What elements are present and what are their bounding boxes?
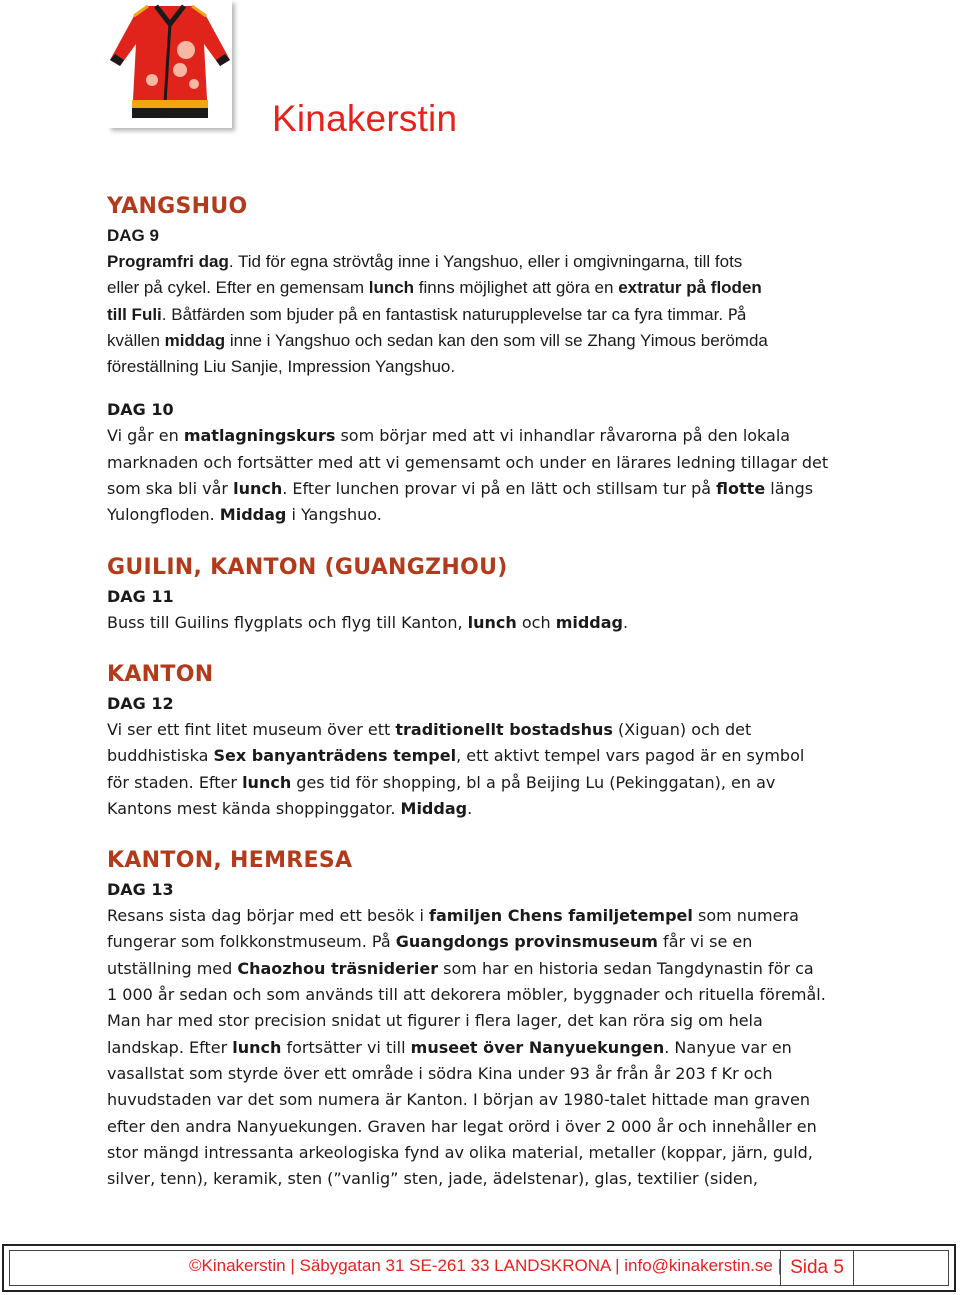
text-line: huvudstaden var det som numera är Kanton. I början av 1980-talet hittade man graven [107,1090,810,1110]
section-day-10 [107,396,867,528]
day-label: DAG 11 [107,586,174,606]
section-kanton [107,660,867,822]
section-heading: KANTON, HEMRESA [107,848,353,874]
text-line: utställning med Chaozhou träsniderier som har en historia sedan Tangdynastin för ca [107,958,814,978]
section-text [107,423,867,528]
section-text [107,717,867,822]
text-line: Programfri dag. Tid för egna strövtåg inne i Yangshuo, eller i omgivningarna, till fots [107,252,743,271]
text-line: 1 000 år sedan och som används till att dekorera möbler, byggnader och rituella föremål. [107,985,826,1005]
day-label: DAG 13 [107,880,174,900]
text-line: silver, tenn), keramik, sten (”vanlig” sten, jade, ädelstenar), glas, textilier (siden, [107,1169,758,1189]
text-line: kvällen middag inne i Yangshuo och sedan kan den som vill se Zhang Yimous berömda [107,330,768,350]
logo-robe-icon [108,0,242,136]
section-heading: YANGSHUO [107,194,248,219]
text-line: till Fuli. Båtfärden som bjuder på en fantastisk naturupplevelse tar ca fyra timmar. På [107,304,747,324]
page-number: Sida 5 [780,1250,854,1286]
text-line: Man har med stor precision snidat ut figurer i flera lager, det kan röra sig om hela [107,1011,763,1031]
text-line: Buss till Guilins flygplats och flyg till Kanton, lunch och middag. [107,612,629,632]
itinerary-content [107,192,867,1192]
text-line: Yulongfloden. Middag i Yangshuo. [107,505,382,525]
section-text [107,903,867,1192]
text-line: som ska bli vår lunch. Efter lunchen provar vi på en lätt och stillsam tur på flotte längs [107,479,814,499]
text-line: fungerar som folkkonstmuseum. På Guangdongs provinsmuseum får vi se en [107,932,753,952]
footer-contact: ©Kinakerstin | Säbygatan 31 SE-261 33 LANDSKRONA | info@kinakerstin.se | [189,1256,782,1275]
text-line: Kantons mest kända shoppinggator. Middag. [107,798,473,818]
text-line: Vi går en matlagningskurs som börjar med att vi inhandlar råvarorna på den lokala [107,426,791,446]
text-line: vasallstat som styrde över ett område i södra Kina under 93 år från år 203 f Kr och [107,1063,773,1083]
text-line: efter den andra Nanyuekungen. Graven har legat orörd i över 2 000 år och innehåller en [107,1116,817,1136]
text-line: stor mängd intressanta arkeologiska fynd av olika material, metaller (koppar, järn, guld, [107,1142,813,1162]
page-footer [2,1244,956,1292]
section-kanton-hemresa [107,846,867,1192]
day-label: DAG 12 [107,693,174,713]
text-line: landskap. Efter lunch fortsätter vi till museet över Nanyuekungen. Nanyue var en [107,1037,792,1057]
text-line: Resans sista dag börjar med ett besök i familjen Chens familjetempel som numera [107,906,799,926]
text-line: för staden. Efter lunch ges tid för shopping, bl a på Beijing Lu (Pekinggatan), en av [107,772,776,792]
text-line: buddhistiska Sex banyanträdens tempel, ett aktivt tempel vars pagod är en symbol [107,746,805,766]
section-yangshuo [107,192,867,380]
section-heading: KANTON [107,661,214,687]
day-label: DAG 10 [107,400,174,420]
text-line: föreställning Liu Sanjie, Impression Yangshuo. [107,357,456,377]
text-line: marknaden och fortsätter med att vi gemensamt och under en lärares ledning tillagar det [107,452,829,472]
text-line: Vi ser ett fint litet museum över ett traditionellt bostadshus (Xiguan) och det [107,719,752,739]
brand-title: Kinakerstin [272,98,458,139]
day-label: DAG 9 [107,226,159,245]
text-line: eller på cykel. Efter en gemensam lunch finns möjlighet att göra en extratur på floden [107,278,762,298]
section-text [107,610,867,636]
section-heading: GUILIN, KANTON (GUANGZHOU) [107,554,508,580]
section-text [107,249,867,380]
section-guilin-kanton [107,553,867,636]
